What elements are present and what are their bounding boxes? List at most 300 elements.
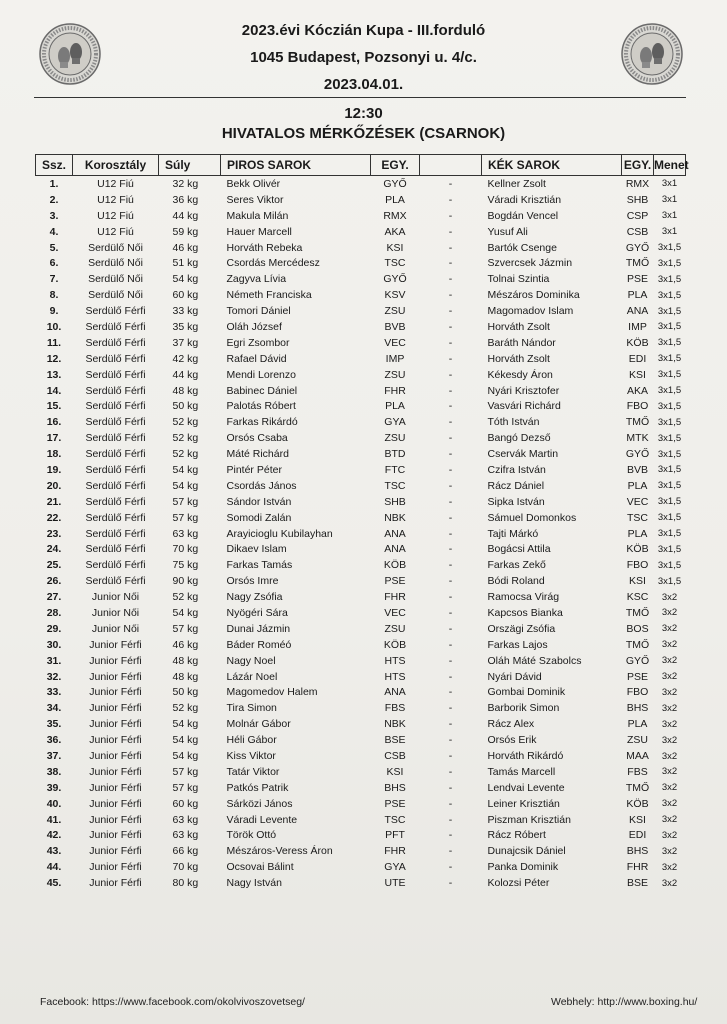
blue-corner-name: Horváth Zsolt (487, 352, 550, 365)
bout-weight: 48 kg (172, 654, 199, 667)
red-corner-club: BSE (384, 734, 406, 747)
bout-rounds: 3x2 (661, 861, 678, 873)
table-row (36, 351, 686, 367)
table-row (36, 573, 686, 589)
red-corner-club: FBS (384, 702, 406, 715)
table-row (36, 748, 686, 764)
red-corner-name: Mészáros-Veress Áron (226, 845, 333, 858)
bout-rounds: 3x1,5 (657, 337, 682, 349)
bout-separator: - (448, 591, 453, 604)
bout-weight: 44 kg (172, 209, 199, 222)
blue-corner-name: Nyári Krisztofer (487, 384, 560, 397)
bout-separator: - (448, 320, 453, 333)
bout-number: 36. (46, 734, 62, 747)
blue-corner-name: Orszägi Zsófia (487, 622, 556, 635)
bout-category: Junior Férfi (89, 718, 142, 731)
bout-rounds: 3x1,5 (657, 305, 682, 317)
bout-number: 40. (46, 797, 62, 810)
table-row (36, 208, 686, 224)
bout-number: 24. (46, 543, 62, 556)
blue-corner-name: Yusuf Ali (487, 225, 528, 238)
blue-corner-club: PSE (626, 670, 648, 683)
blue-corner-club: BHS (626, 845, 649, 858)
bout-separator: - (448, 845, 453, 858)
table-row (36, 287, 686, 303)
blue-corner-club: FBO (626, 559, 649, 572)
red-corner-club: FHR (384, 591, 406, 604)
bout-weight: 54 kg (172, 750, 199, 762)
table-row (36, 605, 686, 621)
blue-corner-name: Tajti Márkó (487, 527, 539, 540)
bout-separator: - (448, 622, 453, 635)
red-corner-club: AKA (384, 225, 406, 238)
bout-separator: - (448, 575, 453, 588)
blue-corner-club: CSP (626, 209, 649, 222)
bout-rounds: 3x2 (661, 655, 678, 667)
bout-separator: - (448, 448, 453, 461)
bout-category: Serdülő Női (88, 289, 143, 302)
bout-separator: - (448, 750, 453, 762)
bout-weight: 54 kg (172, 734, 199, 747)
bout-number: 29. (46, 622, 62, 635)
bout-category: Serdülő Férfi (85, 305, 146, 318)
blue-corner-name: Farkas Lajos (487, 638, 548, 651)
bout-rounds: 3x1,5 (657, 480, 682, 492)
bout-number: 25. (46, 559, 62, 572)
red-corner-name: Nagy Zsófia (226, 591, 283, 604)
bout-rounds: 3x1,5 (657, 432, 682, 444)
bout-number: 18. (46, 448, 62, 461)
bout-separator: - (448, 686, 453, 699)
table-row (36, 430, 686, 446)
bout-rounds: 3x1,5 (657, 400, 682, 412)
bout-category: U12 Fiú (97, 193, 134, 206)
bout-separator: - (448, 463, 453, 476)
blue-corner-club: KÖB (626, 336, 649, 349)
table-row (36, 621, 686, 637)
red-corner-club: SHB (384, 495, 406, 508)
table-row (36, 367, 686, 383)
blue-corner-club: MTK (626, 432, 649, 445)
event-address: 1045 Budapest, Pozsonyi u. 4/c. (250, 49, 477, 66)
blue-corner-name: Szvercsek Jázmin (487, 257, 573, 270)
bout-category: Serdülő Férfi (85, 432, 146, 445)
blue-corner-name: Bogácsi Attila (487, 543, 551, 556)
bout-category: Serdülő Férfi (85, 479, 146, 492)
bout-rounds: 3x1,5 (657, 242, 682, 253)
red-corner-club: PLA (385, 400, 405, 413)
bout-table (35, 154, 689, 891)
blue-corner-club: KÖB (626, 797, 649, 810)
bout-separator: - (448, 654, 453, 667)
table-row (36, 812, 686, 828)
bout-category: Junior Férfi (89, 638, 142, 651)
bout-weight: 57 kg (172, 622, 199, 635)
blue-corner-club: BSE (626, 877, 648, 890)
col-header-red-corner: PIROS SAROK (221, 155, 371, 176)
bout-category: Junior Férfi (89, 845, 142, 858)
red-corner-club: ZSU (384, 622, 406, 635)
col-header-no: Ssz. (36, 155, 73, 176)
header-divider (34, 97, 686, 98)
table-row (36, 398, 686, 414)
blue-corner-club: RMX (625, 177, 650, 190)
red-corner-name: Nyögéri Sára (226, 606, 288, 619)
col-header-red-club: EGY. (371, 155, 420, 176)
red-corner-club: FTC (384, 463, 406, 476)
bout-rounds: 3x2 (661, 814, 678, 826)
red-corner-club: VEC (384, 336, 406, 349)
bout-number: 44. (46, 861, 62, 874)
table-row (36, 271, 686, 287)
red-corner-club: ZSU (384, 432, 406, 445)
bout-separator: - (448, 702, 453, 715)
bout-number: 4. (49, 225, 59, 238)
red-corner-name: Pintér Péter (226, 463, 282, 476)
bout-rounds: 3x1,5 (657, 559, 682, 571)
bout-category: Junior Női (91, 622, 140, 635)
blue-corner-club: GYŐ (625, 241, 650, 254)
bout-number: 27. (46, 591, 62, 604)
bout-number: 23. (46, 527, 62, 540)
bout-weight: 50 kg (172, 400, 199, 413)
red-corner-club: GYŐ (383, 177, 407, 190)
bout-number: 42. (46, 829, 62, 842)
red-corner-name: Németh Franciska (226, 289, 312, 302)
col-header-rounds: Menet (654, 155, 686, 176)
col-header-blue-corner: KÉK SAROK (482, 155, 622, 176)
bout-number: 13. (46, 368, 62, 381)
bout-separator: - (448, 416, 453, 429)
bout-weight: 59 kg (172, 225, 199, 238)
red-corner-name: Arayicioglu Kubilayhan (226, 527, 333, 540)
blue-corner-club: GYŐ (625, 448, 650, 461)
event-title: 2023.évi Kóczián Kupa - III.forduló (241, 22, 486, 39)
bout-rounds: 3x1,5 (657, 257, 682, 269)
blue-corner-club: EDI (628, 829, 647, 842)
bout-weight: 46 kg (172, 241, 199, 254)
bout-category: Junior Férfi (89, 813, 142, 826)
bout-number: 22. (46, 511, 62, 524)
bout-separator: - (448, 177, 453, 190)
bout-number: 43. (46, 845, 62, 858)
bout-weight: 52 kg (172, 591, 199, 604)
bout-separator: - (448, 543, 453, 556)
blue-corner-club: BOS (626, 622, 649, 635)
red-corner-name: Dunai Jázmin (226, 622, 291, 635)
blue-corner-name: Nyári Dávid (487, 670, 542, 683)
blue-corner-name: Kapcsos Bianka (487, 606, 563, 619)
col-header-category: Korosztály (73, 155, 159, 176)
blue-corner-name: Sámuel Domonkos (487, 511, 577, 524)
bout-separator: - (448, 527, 453, 540)
blue-corner-club: MAA (626, 750, 649, 762)
bout-category: Serdülő Férfi (85, 543, 146, 556)
bout-rounds: 3x1,5 (657, 575, 682, 587)
red-corner-club: IMP (385, 352, 405, 365)
bout-weight: 51 kg (172, 257, 199, 270)
bout-number: 39. (46, 781, 62, 794)
red-corner-name: Nagy Noel (226, 654, 276, 667)
blue-corner-club: FHR (626, 861, 649, 874)
bout-rounds: 3x2 (661, 734, 678, 746)
red-corner-name: Palotás Róbert (226, 400, 296, 413)
blue-corner-club: GYŐ (625, 654, 650, 667)
table-row (36, 828, 686, 844)
blue-corner-club: PLA (627, 527, 648, 540)
red-corner-name: Héli Gábor (226, 734, 277, 747)
bout-rounds: 3x1,5 (657, 416, 682, 428)
red-corner-name: Bekk Olivér (226, 177, 281, 190)
red-corner-club: PLA (385, 193, 405, 206)
bout-weight: 57 kg (172, 511, 199, 524)
bout-weight: 52 kg (172, 448, 199, 461)
bout-weight: 46 kg (172, 638, 199, 651)
red-corner-name: Ocsovai Bálint (226, 861, 294, 874)
red-corner-club: FHR (384, 845, 406, 858)
blue-corner-club: PLA (627, 289, 648, 302)
bout-category: U12 Fiú (97, 209, 134, 222)
red-corner-name: Babinec Dániel (226, 384, 298, 397)
table-row (36, 414, 686, 430)
session-time: 12:30 (344, 105, 383, 122)
bout-weight: 70 kg (172, 543, 199, 556)
bout-rounds: 3x2 (661, 829, 678, 841)
red-corner-name: Patkós Patrik (226, 781, 289, 794)
blue-corner-name: Bartók Csenge (487, 241, 557, 254)
bout-weight: 32 kg (172, 177, 199, 190)
bout-weight: 52 kg (172, 416, 199, 429)
red-corner-club: NBK (384, 718, 406, 731)
blue-corner-club: KSC (626, 591, 649, 604)
bout-separator: - (448, 193, 453, 206)
bout-weight: 33 kg (172, 305, 199, 318)
red-corner-name: Sárközi János (226, 797, 293, 810)
red-corner-club: VEC (384, 606, 406, 619)
bout-number: 3. (49, 209, 59, 222)
blue-corner-club: TMŐ (625, 257, 650, 270)
bout-weight: 54 kg (172, 606, 199, 619)
blue-corner-name: Ramocsa Virág (487, 591, 560, 604)
blue-corner-name: Lendvai Levente (487, 781, 565, 794)
bout-category: Junior Női (91, 591, 140, 604)
table-row (36, 192, 686, 208)
blue-corner-name: Tolnai Szintia (487, 273, 550, 286)
bout-table-body (36, 176, 686, 892)
bout-rounds: 3x1 (661, 194, 678, 206)
table-row (36, 796, 686, 812)
bout-rounds: 3x2 (661, 845, 678, 857)
red-corner-name: Makula Milán (226, 209, 289, 222)
bout-category: Serdülő Férfi (85, 511, 146, 524)
table-row (36, 462, 686, 478)
red-corner-name: Tomori Dániel (226, 305, 291, 318)
bout-weight: 42 kg (172, 352, 199, 365)
table-row (36, 764, 686, 780)
red-corner-name: Somodi Zalán (226, 511, 292, 524)
bout-rounds: 3x2 (661, 702, 678, 714)
table-row (36, 653, 686, 669)
bout-separator: - (448, 781, 453, 794)
red-corner-club: BTD (384, 448, 406, 461)
event-date: 2023.04.01. (323, 76, 404, 93)
red-corner-club: UTE (384, 877, 406, 890)
bout-category: Serdülő Férfi (85, 495, 146, 508)
bout-separator: - (448, 670, 453, 683)
red-corner-club: KSI (386, 765, 404, 778)
bout-category: Junior Férfi (89, 797, 142, 810)
blue-corner-name: Bangó Dezső (487, 432, 551, 445)
bout-weight: 54 kg (172, 463, 199, 476)
blue-corner-name: Kékesdy Áron (487, 368, 553, 381)
bout-number: 1. (49, 177, 59, 190)
bout-rounds: 3x2 (661, 623, 678, 635)
bout-weight: 52 kg (172, 432, 199, 445)
red-corner-club: PFT (385, 829, 405, 842)
table-row (36, 685, 686, 701)
red-corner-club: PSE (384, 575, 406, 588)
bout-rounds: 3x1,5 (657, 464, 682, 476)
blue-corner-club: KSI (629, 575, 646, 588)
red-corner-name: Váradi Levente (226, 813, 298, 826)
bout-weight: 54 kg (172, 479, 199, 492)
bout-separator: - (448, 718, 453, 731)
session-title: HIVATALOS MÉRKŐZÉSEK (CSARNOK) (221, 125, 506, 142)
bout-number: 7. (49, 273, 59, 286)
red-corner-name: Dikaev Islam (226, 543, 287, 556)
table-row (36, 446, 686, 462)
red-corner-club: RMX (383, 209, 407, 222)
bout-separator: - (448, 257, 453, 270)
blue-corner-club: KÖB (626, 543, 649, 556)
blue-corner-name: Piszman Krisztián (487, 813, 571, 826)
blue-corner-club: FBS (627, 765, 648, 778)
bout-category: Junior Férfi (89, 765, 142, 778)
bout-category: Serdülő Férfi (85, 416, 146, 429)
bout-category: Serdülő Női (88, 257, 143, 270)
bout-number: 20. (46, 479, 62, 492)
table-row (36, 875, 686, 891)
red-corner-name: Zagyva Lívia (226, 273, 287, 286)
col-header-blue-club: EGY. (622, 155, 654, 176)
red-corner-club: TSC (384, 257, 406, 270)
red-corner-club: ANA (384, 686, 406, 699)
red-corner-club: TSC (384, 813, 406, 826)
bout-number: 10. (46, 320, 62, 333)
bout-category: Serdülő Férfi (85, 368, 146, 381)
bout-separator: - (448, 305, 453, 318)
bout-number: 41. (46, 813, 62, 826)
red-corner-name: Sándor István (226, 495, 292, 508)
blue-corner-club: TMŐ (625, 781, 650, 794)
blue-corner-club: BVB (626, 463, 648, 476)
bout-category: U12 Fiú (97, 177, 134, 190)
bout-rounds: 3x2 (661, 782, 678, 794)
table-row (36, 240, 686, 256)
bout-number: 28. (46, 606, 62, 619)
blue-corner-name: Barborik Simon (487, 702, 560, 715)
bout-category: Junior Férfi (89, 877, 142, 890)
table-row (36, 843, 686, 859)
table-row (36, 335, 686, 351)
bout-separator: - (448, 606, 453, 619)
red-corner-name: Oláh József (226, 320, 282, 333)
blue-corner-club: KSI (629, 368, 646, 381)
blue-corner-name: Magomadov Islam (487, 305, 574, 318)
bout-rounds: 3x1,5 (657, 273, 682, 285)
blue-corner-name: Oláh Máté Szabolcs (487, 654, 582, 667)
blue-corner-club: CSB (626, 225, 649, 238)
bout-rounds: 3x2 (661, 877, 678, 889)
table-row (36, 716, 686, 732)
table-row (36, 669, 686, 685)
blue-corner-name: Bogdán Vencel (487, 209, 559, 222)
bout-number: 21. (46, 495, 62, 508)
table-row (36, 732, 686, 748)
bout-separator: - (448, 289, 453, 302)
blue-corner-name: Rácz Alex (487, 718, 535, 731)
bout-category: Serdülő Férfi (85, 320, 146, 333)
red-corner-name: Kiss Viktor (226, 750, 276, 762)
blue-corner-name: Dunajcsik Dániel (487, 845, 566, 858)
bout-separator: - (448, 765, 453, 778)
bout-weight: 35 kg (172, 320, 199, 333)
bout-number: 15. (46, 400, 62, 413)
blue-corner-name: Horváth Rikárdó (487, 750, 564, 762)
blue-corner-club: PLA (627, 718, 648, 731)
red-corner-club: TSC (384, 479, 406, 492)
bout-rounds: 3x1 (661, 178, 678, 190)
red-corner-club: NBK (384, 511, 406, 524)
bout-weight: 63 kg (172, 527, 199, 540)
blue-corner-club: IMP (628, 320, 647, 333)
bout-number: 14. (46, 384, 62, 397)
blue-corner-name: Kellner Zsolt (487, 177, 546, 190)
bout-separator: - (448, 495, 453, 508)
bout-number: 38. (46, 765, 62, 778)
blue-corner-name: Orsós Erik (487, 734, 537, 747)
bout-separator: - (448, 479, 453, 492)
bout-weight: 57 kg (172, 495, 199, 508)
bout-category: Serdülő Férfi (85, 336, 146, 349)
bout-rounds: 3x1,5 (657, 543, 682, 555)
blue-corner-club: TMŐ (625, 638, 650, 651)
blue-corner-name: Tóth István (487, 416, 540, 429)
facebook-link[interactable]: Facebook: https://www.facebook.com/okolvivoszovetseg/ (40, 996, 305, 1008)
bout-weight: 75 kg (172, 559, 199, 572)
bout-number: 37. (46, 750, 62, 762)
bout-category: Junior Férfi (89, 829, 142, 842)
bout-weight: 57 kg (172, 765, 199, 778)
bout-category: Junior Férfi (89, 861, 142, 874)
website-link[interactable]: Webhely: http://www.boxing.hu/ (551, 996, 698, 1008)
bout-rounds: 3x1,5 (657, 512, 682, 524)
bout-separator: - (448, 432, 453, 445)
red-corner-club: ANA (384, 543, 406, 556)
bout-separator: - (448, 559, 453, 572)
bout-number: 5. (49, 241, 59, 254)
bout-weight: 66 kg (172, 845, 199, 858)
red-corner-club: KSV (384, 289, 406, 302)
blue-corner-club: TMŐ (625, 416, 650, 429)
bout-weight: 36 kg (172, 193, 199, 206)
blue-corner-name: Sipka István (487, 495, 545, 508)
bout-weight: 63 kg (172, 829, 199, 842)
bout-number: 11. (46, 336, 62, 349)
bout-number: 31. (46, 654, 62, 667)
bout-category: Serdülő Férfi (85, 352, 146, 365)
table-row (36, 526, 686, 542)
